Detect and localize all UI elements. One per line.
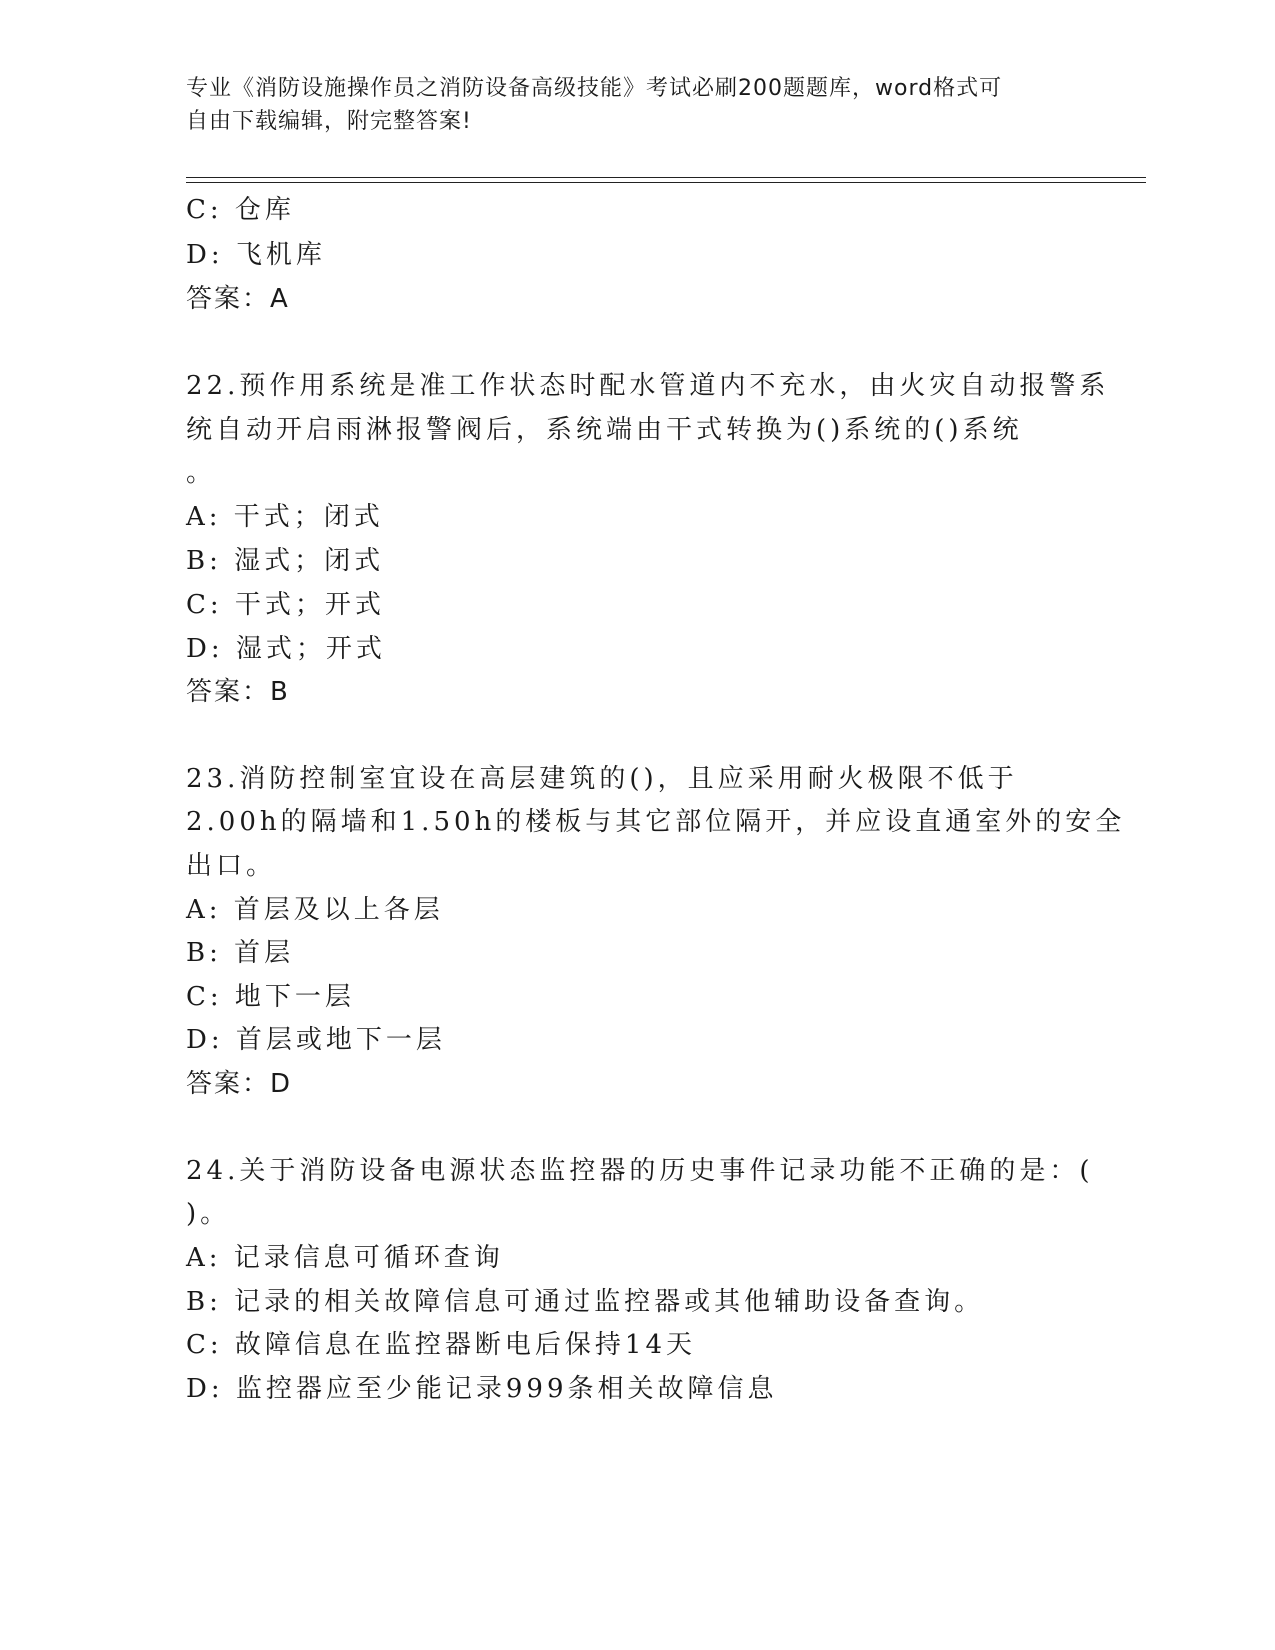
q22-option-a: A: 干式；闭式: [186, 502, 384, 532]
prev-answer: 答案：A: [186, 284, 290, 314]
q24-option-c: C: 故障信息在监控器断电后保持14天: [186, 1330, 697, 1360]
q24-stem-line-1: 24.关于消防设备电源状态监控器的历史事件记录功能不正确的是：(: [186, 1156, 1094, 1186]
q23-answer: 答案：D: [186, 1069, 293, 1099]
q22-option-b: B: 湿式；闭式: [186, 546, 385, 576]
q23-stem-line-1: 23.消防控制室宜设在高层建筑的()，且应采用耐火极限不低于: [186, 764, 1018, 794]
header-divider-top: [186, 177, 1146, 178]
document-header: [186, 72, 1066, 138]
q22-stem-line-1: 22.预作用系统是准工作状态时配水管道内不充水，由火灾自动报警系: [186, 371, 1110, 401]
q24-option-d: D: 监控器应至少能记录999条相关故障信息: [186, 1374, 778, 1404]
header-divider-bottom: [186, 182, 1146, 183]
q23-option-c: C: 地下一层: [186, 982, 355, 1012]
q24-option-b: B: 记录的相关故障信息可通过监控器或其他辅助设备查询。: [186, 1287, 985, 1317]
q23-option-d: D: 首层或地下一层: [186, 1025, 446, 1055]
q24-stem-line-2: )。: [186, 1199, 231, 1229]
q23-option-b: B: 首层: [186, 938, 295, 968]
header-title-line-2: 自由下载编辑，附完整答案!: [186, 109, 472, 134]
q23-stem-line-2: 2.00h的隔墙和1.50h的楼板与其它部位隔开，并应设直通室外的安全: [186, 807, 1126, 837]
q22-option-c: C: 干式；开式: [186, 590, 385, 620]
q22-option-d: D: 湿式；开式: [186, 634, 386, 664]
prev-option-d: D: 飞机库: [186, 240, 326, 270]
q23-option-a: A: 首层及以上各层: [186, 895, 444, 925]
q24-option-a: A: 记录信息可循环查询: [186, 1243, 504, 1273]
q22-answer: 答案：B: [186, 677, 290, 707]
q23-stem-line-3: 出口。: [186, 851, 277, 881]
prev-option-c: C: 仓库: [186, 195, 295, 225]
q22-stem-line-3: 。: [186, 458, 217, 488]
q22-stem-line-2: 统自动开启雨淋报警阀后，系统端由干式转换为()系统的()系统: [186, 415, 1023, 445]
header-title-line-1: 专业《消防设施操作员之消防设备高级技能》考试必刷200题题库，word格式可: [186, 76, 1003, 101]
